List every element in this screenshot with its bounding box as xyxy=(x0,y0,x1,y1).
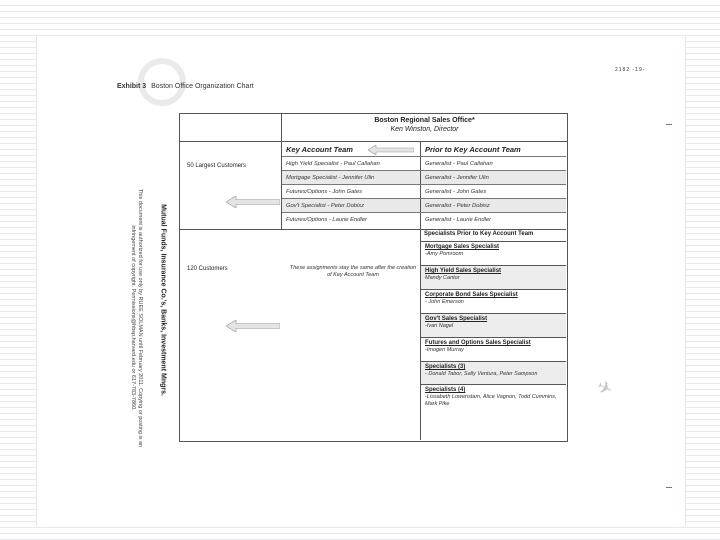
specialist-block xyxy=(421,265,566,289)
specialist-names: -Ivan Nagel xyxy=(425,323,454,329)
notice-line-1: This document is authorized for use only by RUEE SOLMAN until February 2011. Copying or posting is an xyxy=(137,188,143,448)
specialist-block xyxy=(421,241,566,265)
page-number: 2182 -19- xyxy=(615,67,646,73)
key-account-left: Gov't Specialist - Peter Dobisz xyxy=(286,203,365,209)
specialist-names: -Amy Pomroom xyxy=(425,251,464,257)
key-account-right: Generalist - Paul Callahan xyxy=(425,161,493,167)
specialist-title: High Yield Sales Specialist xyxy=(425,268,502,274)
margin-tick xyxy=(666,124,672,125)
office-director: Ken Winston, Director xyxy=(390,126,459,133)
section-divider xyxy=(179,229,566,230)
bird-doodle-icon: ✈ xyxy=(593,375,616,401)
office-header xyxy=(281,113,567,142)
column-header-key-account: Key Account Team xyxy=(286,145,353,154)
specialist-block xyxy=(421,337,566,361)
specialist-names: -Lissabeth Lowenstam, Alice Vagnon, Todd Cummins, Mark Pike xyxy=(425,394,557,407)
key-account-right: Generalist - John Gates xyxy=(425,189,487,195)
funds-label: Mutual Funds, Insurance Co.'s, Banks, Investment Mngrs. xyxy=(159,204,167,396)
specialist-title: Specialists (3) xyxy=(425,364,466,370)
specialist-names: - Donald Tabor, Sally Ventura, Peter Sampson xyxy=(425,371,538,377)
left-arrow-icon xyxy=(226,320,280,332)
divider xyxy=(281,141,282,229)
exhibit-label: Exhibit 3 xyxy=(117,83,147,90)
segment-label-bottom: 120 Customers xyxy=(187,266,228,272)
specialist-names: -Imogen Murray xyxy=(425,347,464,353)
key-account-right: Generalist - Laurie Endler xyxy=(425,217,492,223)
specialist-block xyxy=(421,384,566,415)
specialist-names: Mandy Cantor xyxy=(425,275,460,281)
specialist-title: Corporate Bond Sales Specialist xyxy=(425,292,518,298)
specialist-block xyxy=(421,361,566,384)
specialist-title: Specialists (4) xyxy=(425,387,466,393)
key-account-left: Mortgage Specialist - Jennifer Ulin xyxy=(286,175,375,181)
notice-line-2: infringement of copyright. Permissions@hbsp.harvard.edu or 617-783-7860. xyxy=(130,225,136,411)
key-account-left: Futures/Options - Laurie Endler xyxy=(286,217,367,223)
assignment-note: These assignments stay the same after the creation of Key Account Team xyxy=(289,265,417,278)
specialist-title: Futures and Options Sales Specialist xyxy=(425,340,531,346)
left-arrow-icon xyxy=(226,196,280,208)
margin-tick xyxy=(666,487,672,488)
key-account-left: High Yield Specialist - Paul Callahan xyxy=(286,161,380,167)
key-account-right: Generalist - Peter Dobisz xyxy=(425,203,490,209)
exhibit-caption: Boston Office Organization Chart xyxy=(151,83,254,90)
copyright-notice xyxy=(129,158,143,478)
specialist-title: Gov't Sales Specialist xyxy=(425,316,488,322)
column-header-prior: Prior to Key Account Team xyxy=(425,145,521,154)
left-arrow-icon xyxy=(368,145,414,155)
segment-label-top: 50 Largest Customers xyxy=(187,163,247,169)
specialist-names: - John Emerson xyxy=(425,299,464,305)
office-name: Boston Regional Sales Office* xyxy=(374,117,475,124)
specialist-block xyxy=(421,289,566,313)
exhibit-title xyxy=(117,83,254,90)
key-account-left: Futures/Options - John Gates xyxy=(286,189,363,195)
key-account-right: Generalist - Jennifer Ulin xyxy=(425,175,489,181)
divider xyxy=(179,141,281,142)
watermark-logo xyxy=(138,58,186,106)
specialist-title: Mortgage Sales Specialist xyxy=(425,244,500,250)
specialists-heading: Specialists Prior to Key Account Team xyxy=(424,231,534,237)
specialist-block xyxy=(421,313,566,337)
